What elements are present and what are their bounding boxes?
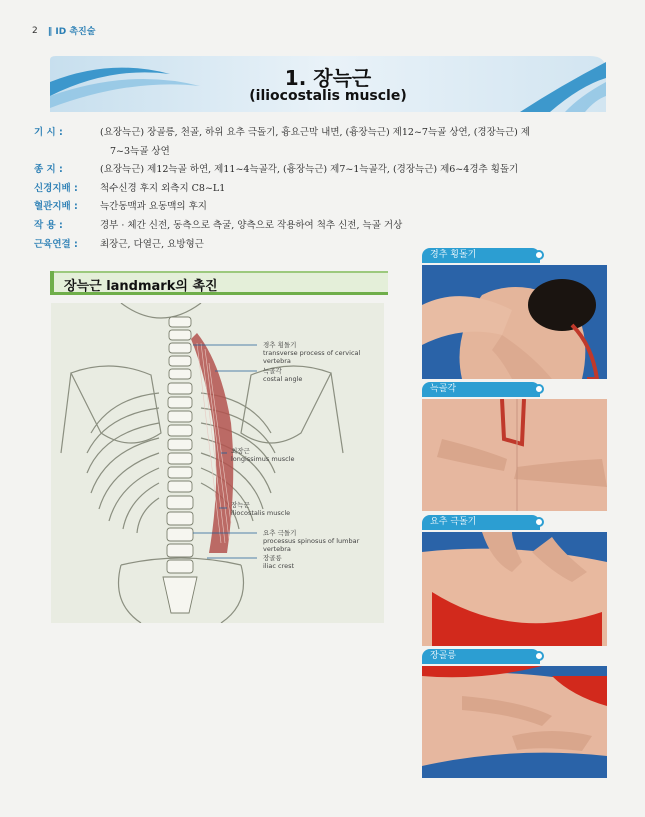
caption-dot-icon [534, 517, 544, 527]
info-row-nerve [34, 180, 614, 199]
info-key: 근육연결 : [34, 238, 78, 250]
caption-dot-icon [534, 651, 544, 661]
photo-caption: 경추 횡돌기 [422, 248, 540, 263]
info-value: 늑간동맥과 요동맥의 후지 [100, 201, 207, 213]
info-key: 혈관지배 : [34, 201, 78, 213]
page-subtitle: (iliocostalis muscle) [249, 88, 407, 104]
info-value: (요장늑근) 제12늑골 하연, 제11~4늑골각, (흉장늑근) 제7~1늑골각, (경장늑근) 제6~4경추 횡돌기 [100, 164, 519, 176]
label-iliocostalis: 장늑근 iliocostalis muscle [231, 501, 291, 517]
info-key: 종 지 : [34, 164, 63, 176]
photo-caption: 장골릉 [422, 649, 540, 664]
info-value: (요장늑근) 장골릉, 천골, 하위 요추 극돌기, 흉요근막 내면, (흉장늑근) 제12~7늑골 상연, (경장늑근) 제 [100, 127, 531, 138]
info-row-insertion [34, 161, 614, 180]
caption-dot-icon [534, 250, 544, 260]
photo-lumbar-spinous [422, 532, 607, 646]
info-value: 최장근, 다열근, 요방형근 [100, 238, 204, 250]
section-label: ‖ ID 촉진술 [47, 27, 96, 37]
page-title: 1. 장늑근 [284, 66, 372, 90]
label-transverse-process: 경추 횡돌기 transverse process of cervical vertebra [263, 341, 361, 365]
info-row-blood [34, 198, 614, 217]
page-number: 2 [32, 25, 38, 36]
photo-caption: 늑골각 [422, 382, 540, 397]
info-value: 척수신경 후지 외측지 C8~L1 [100, 182, 226, 194]
anatomy-illustration [51, 303, 384, 623]
label-costal-angle: 늑골각 costal angle [263, 367, 303, 383]
label-iliac-crest: 장골릉 iliac crest [263, 554, 295, 570]
info-key: 신경지배 : [34, 182, 78, 194]
label-longissimus: 최장근 longissimus muscle [231, 447, 295, 463]
photo-caption: 요추 극돌기 [422, 515, 540, 530]
info-row-action [34, 217, 614, 236]
photo-costal-angle [422, 399, 607, 511]
caption-dot-icon [534, 384, 544, 394]
title-banner [50, 56, 606, 112]
page-header [32, 24, 95, 37]
photo-iliac-crest [422, 666, 607, 778]
info-value-cont: 7~3늑골 상연 [110, 145, 170, 157]
photo-cervical-transverse [422, 265, 607, 379]
landmark-section-heading [50, 271, 388, 295]
info-value: 경부 · 체간 신전, 동측으로 측굴, 양측으로 작용하여 척추 신전, 늑골 거상 [100, 219, 403, 231]
info-key: 작 용 : [34, 219, 63, 231]
info-row-origin [34, 124, 614, 161]
label-lumbar-spinous: 요추 극돌기 processus spinosus of lumbar vertebra [263, 529, 360, 553]
section-title: 장늑근 landmark의 촉진 [64, 279, 218, 294]
info-key: 기 시 : [34, 127, 63, 138]
muscle-info [34, 124, 614, 254]
